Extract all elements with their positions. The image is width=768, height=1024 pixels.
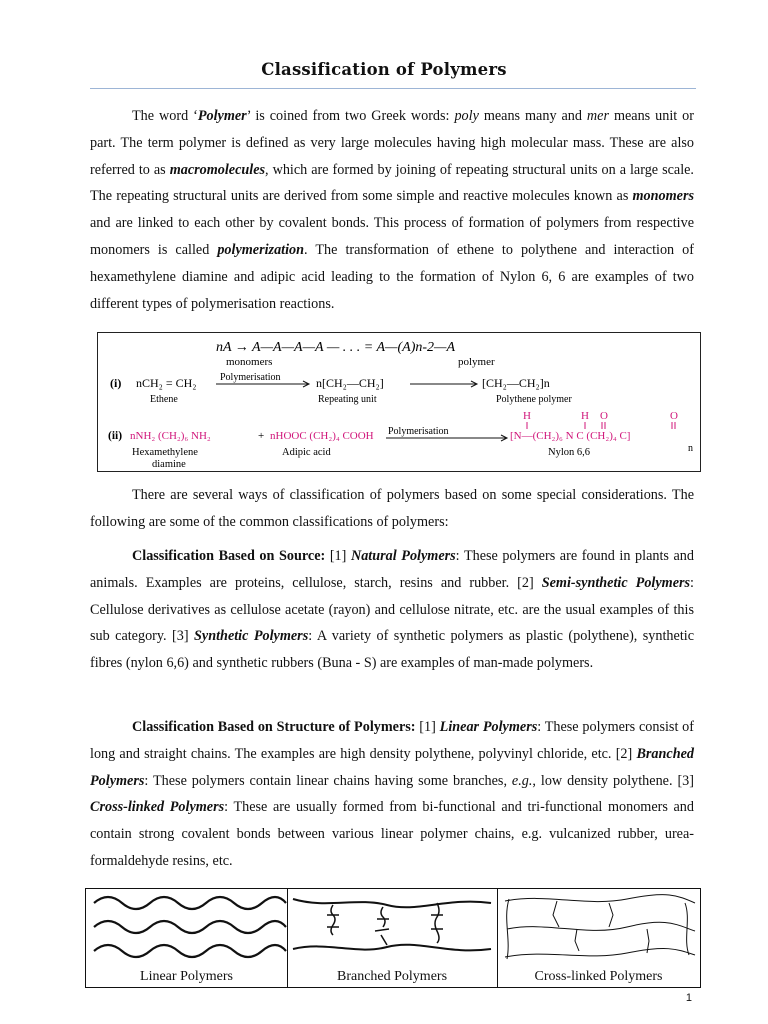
para4-run-8: Cross-linked Polymers [90, 799, 225, 816]
para4-run-4: Branched Polymers [90, 745, 694, 789]
nylon-subscript-n: n [688, 443, 693, 454]
polymer-label: polymer [458, 356, 495, 368]
ethene-formula: nCH₂ = CH₂ [136, 376, 197, 390]
para3-run-7: : A variety of synthetic polymers as plastic (polythene), synthetic fibres (nylon 6,6) and synthetic rubbers (Buna - S) are examples of man-made polymers. [90, 628, 695, 672]
branched-polymers-diagram [287, 889, 497, 965]
reaction-1-number: (i) [110, 376, 122, 390]
para3-run-0: Classification Based on Source: [132, 548, 326, 564]
para3-run-5: : Cellulose derivatives as cellulose acetate (rayon) and cellulose nitrate, etc. are the usual examples of this sub category. [3] [90, 574, 694, 645]
reaction-2-plus: + [258, 430, 265, 442]
page-number: 1 [685, 992, 692, 1004]
polythene-formula: [CH₂—CH₂]n [482, 376, 550, 390]
r1-arrow-label: Polymerisation [220, 372, 281, 383]
para3-run-2: Natural Polymers [350, 548, 456, 564]
structure-classification-paragraph [90, 714, 694, 875]
para4-run-3: : These polymers consist of long and straight chains. The examples are high density polythene, polyvinyl chloride, etc. [2] [90, 719, 694, 762]
diamine-label: diamine [152, 459, 186, 470]
para4-run-6: e.g. [511, 772, 533, 789]
intro-run-4: means many and [478, 108, 587, 124]
cross-linked-polymers-diagram [497, 889, 700, 965]
nylon-label: Nylon 6,6 [548, 447, 590, 458]
para4-run-7: , low density polythene. [3] [532, 772, 694, 789]
page-title: Classification of Polymers [261, 60, 507, 79]
intro-run-3: poly [454, 108, 479, 124]
intro-run-12: . The transformation of ethene to polythene and interaction of hexamethylene diamine and adipic acid leading to the formation of Nylon 6, 6 are examples of two different types of polymerisation reactions. [90, 241, 694, 312]
intro-run-7: macromolecules [169, 161, 266, 178]
ethene-label: Ethene [150, 394, 178, 405]
source-classification-paragraph [90, 543, 694, 677]
r2-arrow-label: Polymerisation [388, 426, 449, 437]
repeating-unit-formula: n[CH₂—CH₂] [316, 376, 384, 390]
nylon-h-2: H [581, 410, 589, 422]
intro-run-0: The word ‘ [132, 108, 198, 124]
nylon-h-1: H [523, 410, 531, 422]
diamine-formula: nNH₂ (CH₂)₆ NH₂ [130, 430, 211, 442]
branched-polymers-caption: Branched Polymers [336, 969, 448, 984]
para4-run-9: : These are usually formed from bi-functional and tri-functional monomers and contain strong covalent bonds between various linear polymer chains, e.g. vulcanized rubber, urea-formaldehyde resins, etc. [90, 799, 694, 869]
linear-polymers-caption: Linear Polymers [140, 969, 233, 984]
classification-intro-paragraph [90, 482, 694, 536]
general-equation: nA → A—A—A—A — . . . = A—(A)n-2—A [216, 340, 456, 355]
para2-run-0: There are several ways of classification of polymers based on some special considerations. The following are some of the common classifications of polymers: [90, 487, 694, 530]
polythene-label: Polythene polymer [496, 394, 572, 405]
para4-run-1: [1] [415, 719, 440, 735]
monomers-label: monomers [226, 356, 273, 368]
intro-run-11: polymerization [217, 241, 305, 258]
linear-polymers-diagram [86, 889, 287, 965]
linear-polymers-cell [86, 889, 288, 987]
intro-run-1: Polymer [197, 108, 247, 124]
intro-run-8: , which are formed by joining of repeating structural units on a large scale. The repeating structural units are derived from some simple and reactive molecules known as [90, 161, 694, 205]
nylon-o-2: O [670, 410, 678, 422]
intro-run-2: ’ is coined from two Greek words: [246, 108, 455, 124]
polymer-structures-table [85, 888, 701, 988]
hexamethylene-label: Hexamethylene [132, 447, 198, 458]
intro-run-5: mer [586, 108, 609, 124]
intro-paragraph [90, 103, 694, 317]
para4-run-0: Classification Based on Structure of Polymers: [132, 719, 416, 735]
nylon-o-1: O [600, 410, 608, 422]
para3-run-1: [1] [325, 548, 351, 564]
polymerisation-equations-figure [97, 332, 701, 472]
para3-run-4: Semi-synthetic Polymers [541, 574, 691, 591]
nylon-chain-formula: [N—(CH₂)₆ N C (CH₂)₄ C] [510, 430, 631, 442]
cross-linked-polymers-cell [497, 889, 700, 987]
reaction-2-number: (ii) [108, 430, 123, 442]
intro-run-6: means unit or part. The term polymer is defined as very large molecules having high molecular mass. These are also referred to as [90, 108, 694, 178]
cross-linked-polymers-caption: Cross-linked Polymers [534, 969, 663, 984]
adipic-acid-label: Adipic acid [282, 447, 331, 458]
intro-run-10: and are linked to each other by covalent bonds. This process of formation of polymers from respective monomers is called [90, 215, 694, 258]
para4-run-2: Linear Polymers [439, 719, 538, 735]
para4-run-5: : These polymers contain linear chains having some branches, [144, 772, 512, 789]
repeating-unit-label: Repeating unit [318, 394, 377, 405]
para3-run-3: : These polymers are found in plants and animals. Examples are proteins, cellulose, starch, resins and rubber. [2] [90, 548, 694, 591]
branched-polymers-cell [287, 889, 498, 987]
intro-run-9: monomers [632, 188, 694, 205]
adipic-acid-formula: nHOOC (CH₂)₄ COOH [270, 430, 374, 442]
para3-run-6: Synthetic Polymers [194, 628, 309, 645]
title-underline [90, 88, 696, 89]
